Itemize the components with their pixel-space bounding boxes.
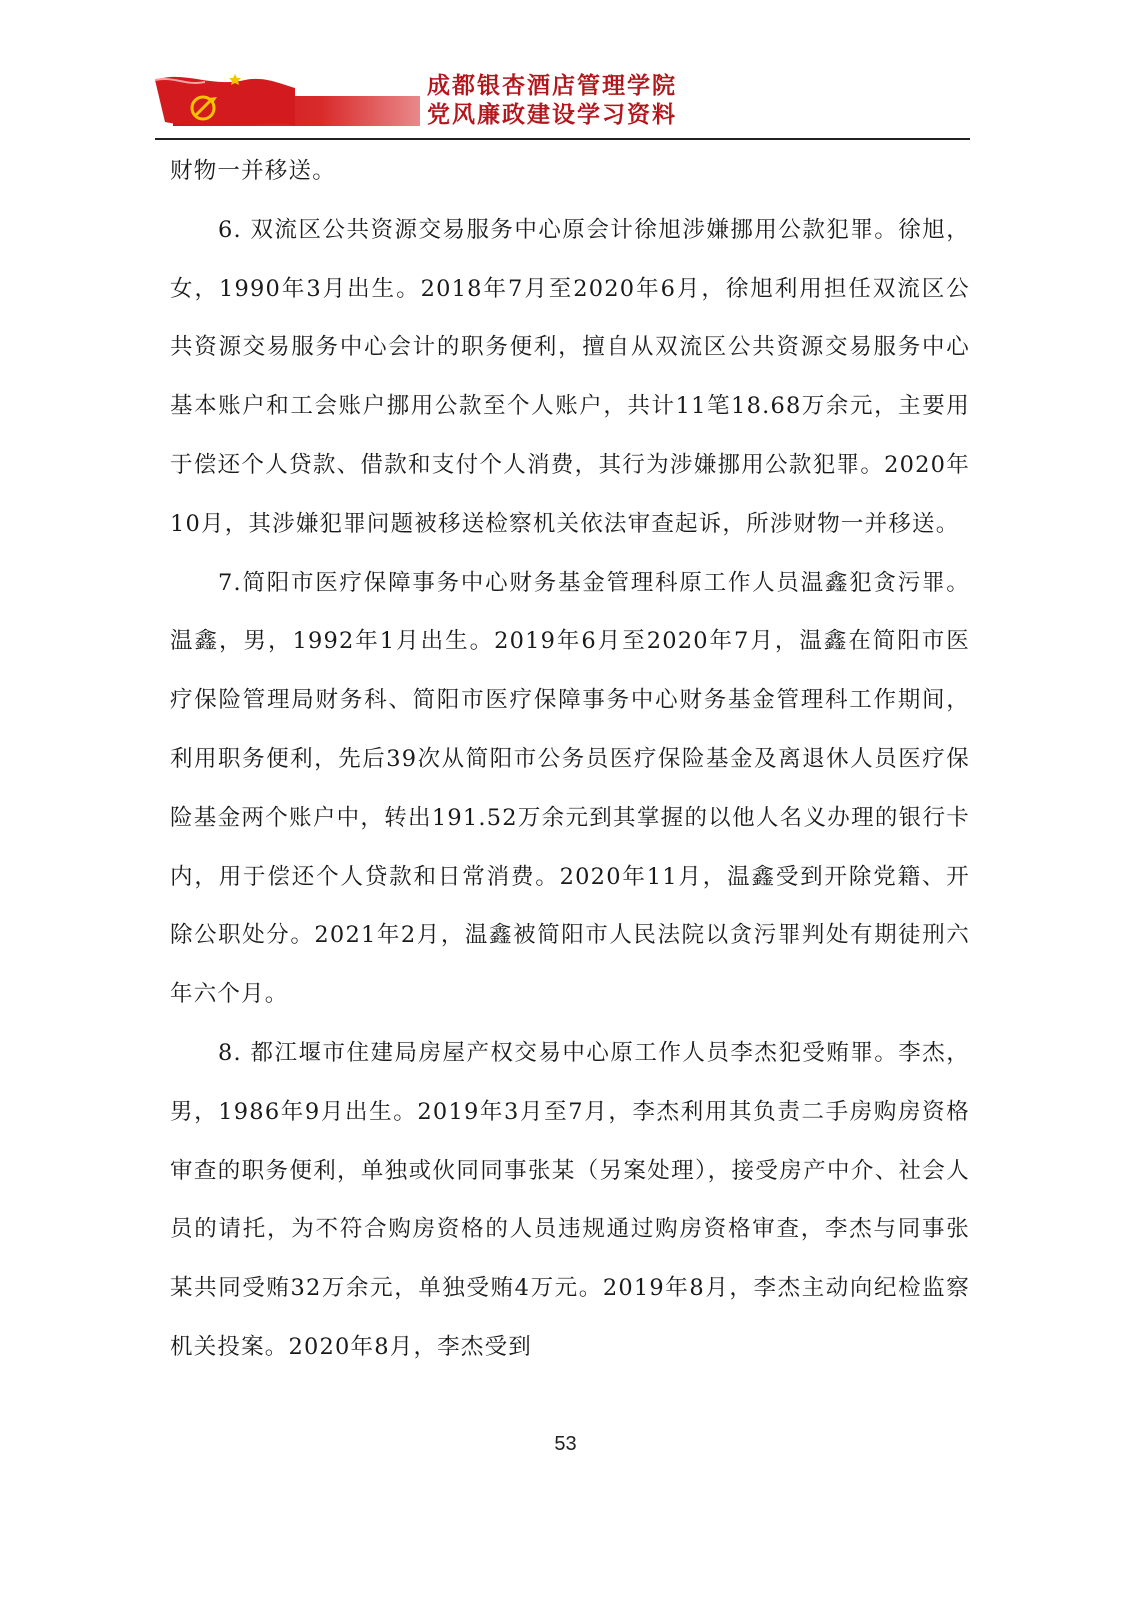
header-title-line1: 成都银杏酒店管理学院 xyxy=(427,73,677,99)
party-emblem-flag-icon xyxy=(155,66,420,132)
paragraph-case-8: 8. 都江堰市住建局房屋产权交易中心原工作人员李杰犯受贿罪。李杰，男，1986年9月出生。2019年3月至7月，李杰利用其负责二手房购房资格审查的职务便利，单独或伙同同事张某（另案处理），接受房产中介、社会人员的请托，为不符合购房资格的人员违规通过购房资格审查，李杰与同事张某共同受贿32万余元，单独受贿4万元。2019年8月，李杰主动向纪检监察机关投案。2020年8月，李杰受到 xyxy=(170,1039,970,1360)
document-body xyxy=(170,142,970,1377)
paragraph-continuation: 财物一并移送。 xyxy=(170,158,336,184)
header-title xyxy=(427,72,677,130)
page-header xyxy=(155,66,970,142)
paragraph-case-6: 6. 双流区公共资源交易服务中心原会计徐旭涉嫌挪用公款犯罪。徐旭，女，1990年3月出生。2018年7月至2020年6月，徐旭利用担任双流区公共资源交易服务中心会计的职务便利，擅自从双流区公共资源交易服务中心基本账户和工会账户挪用公款至个人账户，共计11笔18.68万余元，主要用于偿还个人贷款、借款和支付个人消费，其行为涉嫌挪用公款犯罪。2020年10月，其涉嫌犯罪问题被移送检察机关依法审查起诉，所涉财物一并移送。 xyxy=(170,216,970,537)
paragraph-case-7: 7.简阳市医疗保障事务中心财务基金管理科原工作人员温鑫犯贪污罪。温鑫，男，1992年1月出生。2019年6月至2020年7月，温鑫在简阳市医疗保险管理局财务科、简阳市医疗保障事务中心财务基金管理科工作期间，利用职务便利，先后39次从简阳市公务员医疗保险基金及离退休人员医疗保险基金两个账户中，转出191.52万余元到其掌握的以他人名义办理的银行卡内，用于偿还个人贷款和日常消费。2020年11月，温鑫受到开除党籍、开除公职处分。2021年2月，温鑫被简阳市人民法院以贪污罪判处有期徒刑六年六个月。 xyxy=(170,569,970,1008)
page-number: 53 xyxy=(554,1433,577,1455)
header-divider xyxy=(155,138,970,140)
header-title-line2: 党风廉政建设学习资料 xyxy=(427,102,677,128)
